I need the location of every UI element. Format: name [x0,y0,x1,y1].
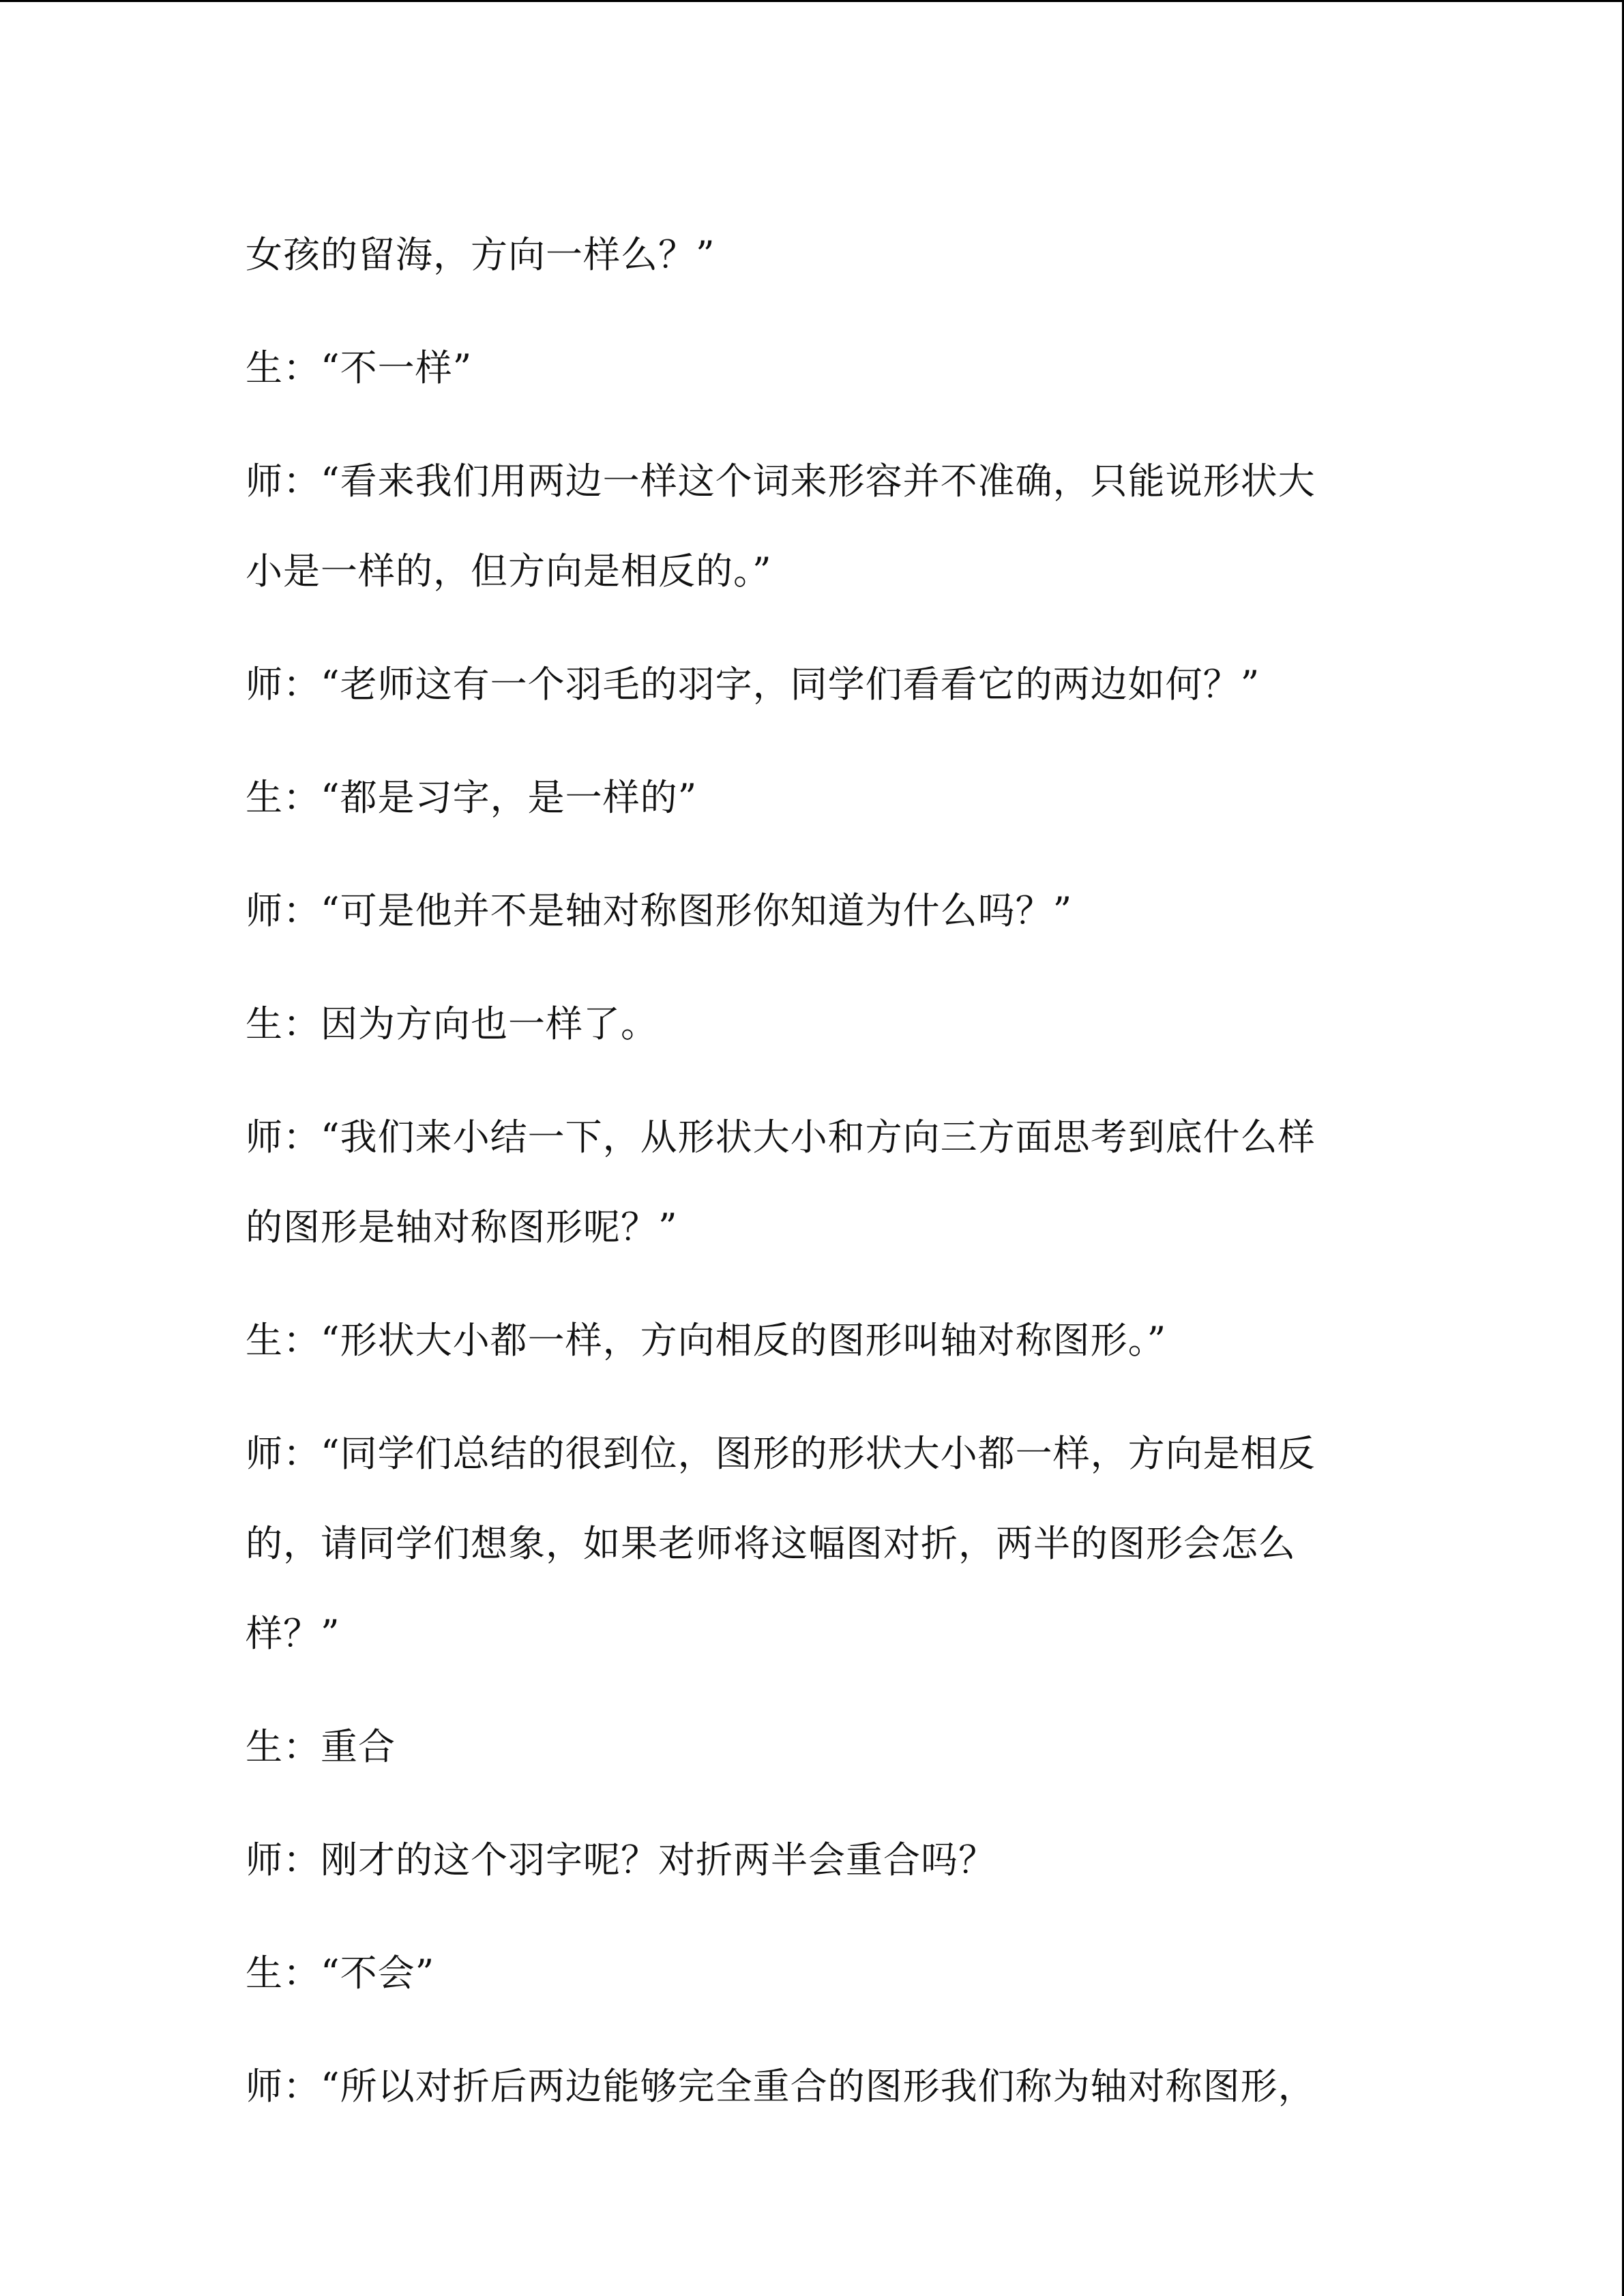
text-line: 生：“不会” [246,1952,435,1995]
text-line: 的，请同学们想象，如果老师将这幅图对折，两半的图形会怎么 [246,1522,1296,1565]
text-line: 师：“同学们总结的很到位，图形的形状大小都一样，方向是相反 [246,1432,1316,1475]
text-line: 小是一样的，但方向是相反的。” [246,550,772,593]
text-line: 生：“形状大小都一样，方向相反的图形叫轴对称图形。” [246,1319,1167,1362]
paragraph [246,210,1378,323]
paragraph [246,1092,1378,1296]
paragraph [246,1815,1378,1928]
paragraph [246,979,1378,1092]
text-line: 师：“我们来小结一下，从形状大小和方向三方面思考到底什么样 [246,1116,1316,1159]
paragraph [246,866,1378,979]
paragraph [246,1296,1378,1409]
paragraph [246,1928,1378,2042]
text-line: 师：“可是他并不是轴对称图形你知道为什么吗？” [246,889,1073,932]
paragraph [246,2042,1378,2155]
text-line: 师：刚才的这个羽字呢？对折两半会重合吗？ [246,1838,996,1881]
text-line: 生：因为方向也一样了。 [246,1002,658,1045]
paragraph [246,323,1378,436]
paragraph [246,1409,1378,1702]
paragraph [246,640,1378,753]
text-line: 生：“不一样” [246,346,473,389]
text-line: 师：“看来我们用两边一样这个词来形容并不准确，只能说形状大 [246,460,1316,503]
text-line: 样？” [246,1612,340,1655]
text-line: 的图形是轴对称图形呢？” [246,1206,678,1249]
document-body [246,210,1378,2155]
paragraph [246,436,1378,640]
text-line: 生：重合 [246,1725,396,1768]
text-line: 女孩的留海，方向一样么？” [246,233,715,276]
text-line: 生：“都是习字，是一样的” [246,776,698,819]
paragraph [246,753,1378,866]
text-line: 师：“所以对折后两边能够完全重合的图形我们称为轴对称图形， [246,2065,1316,2108]
text-line: 师：“老师这有一个羽毛的羽字，同学们看看它的两边如何？” [246,663,1260,706]
paragraph [246,1702,1378,1815]
